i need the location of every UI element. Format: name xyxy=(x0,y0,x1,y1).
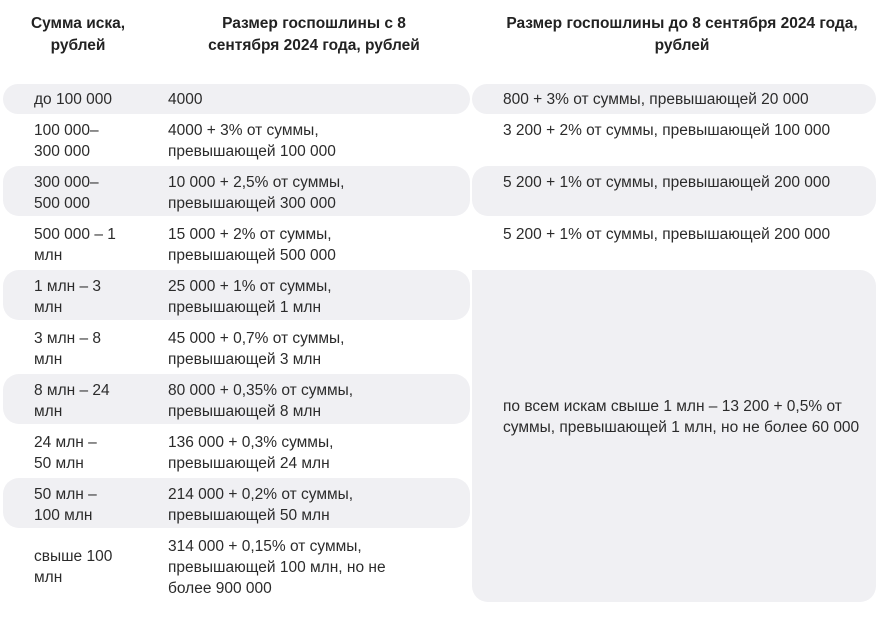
table-cell-amount: 500 000 – 1 млн xyxy=(34,226,116,264)
table-cell-amount: 1 млн – 3 млн xyxy=(34,278,102,316)
table-cell-old-fee: 5 200 + 1% от суммы, превышающей 200 000 xyxy=(503,226,831,243)
header-new-fee: Размер госпошлины с 8 сентября 2024 года, рублей xyxy=(208,15,420,54)
table-cell-new-fee: 80 000 + 0,35% от суммы, превышающей 8 млн xyxy=(168,382,354,420)
table-cell-amount: 24 млн – 50 млн xyxy=(34,434,97,472)
table-cell-new-fee: 136 000 + 0,3% суммы, превышающей 24 млн xyxy=(168,434,334,472)
merged-old-fee-cell: по всем искам свыше 1 млн – 13 200 + 0,5% от суммы, превышающей 1 млн, но не более 60 000 xyxy=(503,398,860,436)
table-cell-amount: 300 000–500 000 xyxy=(34,174,99,212)
table-cell-new-fee: 4000 + 3% от суммы, превышающей 100 000 xyxy=(168,122,336,160)
table-cell-old-fee: 5 200 + 1% от суммы, превышающей 200 000 xyxy=(503,174,831,191)
table-cell-new-fee: 15 000 + 2% от суммы, превышающей 500 000 xyxy=(168,226,336,264)
table-cell-new-fee: 214 000 + 0,2% от суммы, превышающей 50 млн xyxy=(168,486,354,524)
table-cell-amount: 8 млн – 24 млн xyxy=(34,382,110,420)
table-cell-new-fee: 45 000 + 0,7% от суммы, превышающей 3 млн xyxy=(168,330,345,368)
table-cell-new-fee: 10 000 + 2,5% от суммы, превышающей 300 000 xyxy=(168,174,345,212)
table-cell-new-fee: 4000 xyxy=(168,91,203,108)
table-cell-amount: 3 млн – 8 млн xyxy=(34,330,102,368)
table-cell-amount: 50 млн – 100 млн xyxy=(34,486,97,524)
header-amount: Сумма иска, рублей xyxy=(30,15,126,54)
table-cell-amount: 100 000–300 000 xyxy=(34,122,99,160)
header-old-fee: Размер госпошлины до 8 сентября 2024 года, рублей xyxy=(506,15,858,54)
table-cell-new-fee: 25 000 + 1% от суммы, превышающей 1 млн xyxy=(168,278,332,316)
table-cell-amount: до 100 000 xyxy=(34,91,112,108)
table-cell-old-fee: 800 + 3% от суммы, превышающей 20 000 xyxy=(503,91,809,108)
table-cell-old-fee: 3 200 + 2% от суммы, превышающей 100 000 xyxy=(503,122,831,139)
table-cell-amount: свыше 100 млн xyxy=(34,548,113,586)
table-cell-new-fee: 314 000 + 0,15% от суммы, превышающей 100 млн, но не более 900 000 xyxy=(168,538,386,597)
